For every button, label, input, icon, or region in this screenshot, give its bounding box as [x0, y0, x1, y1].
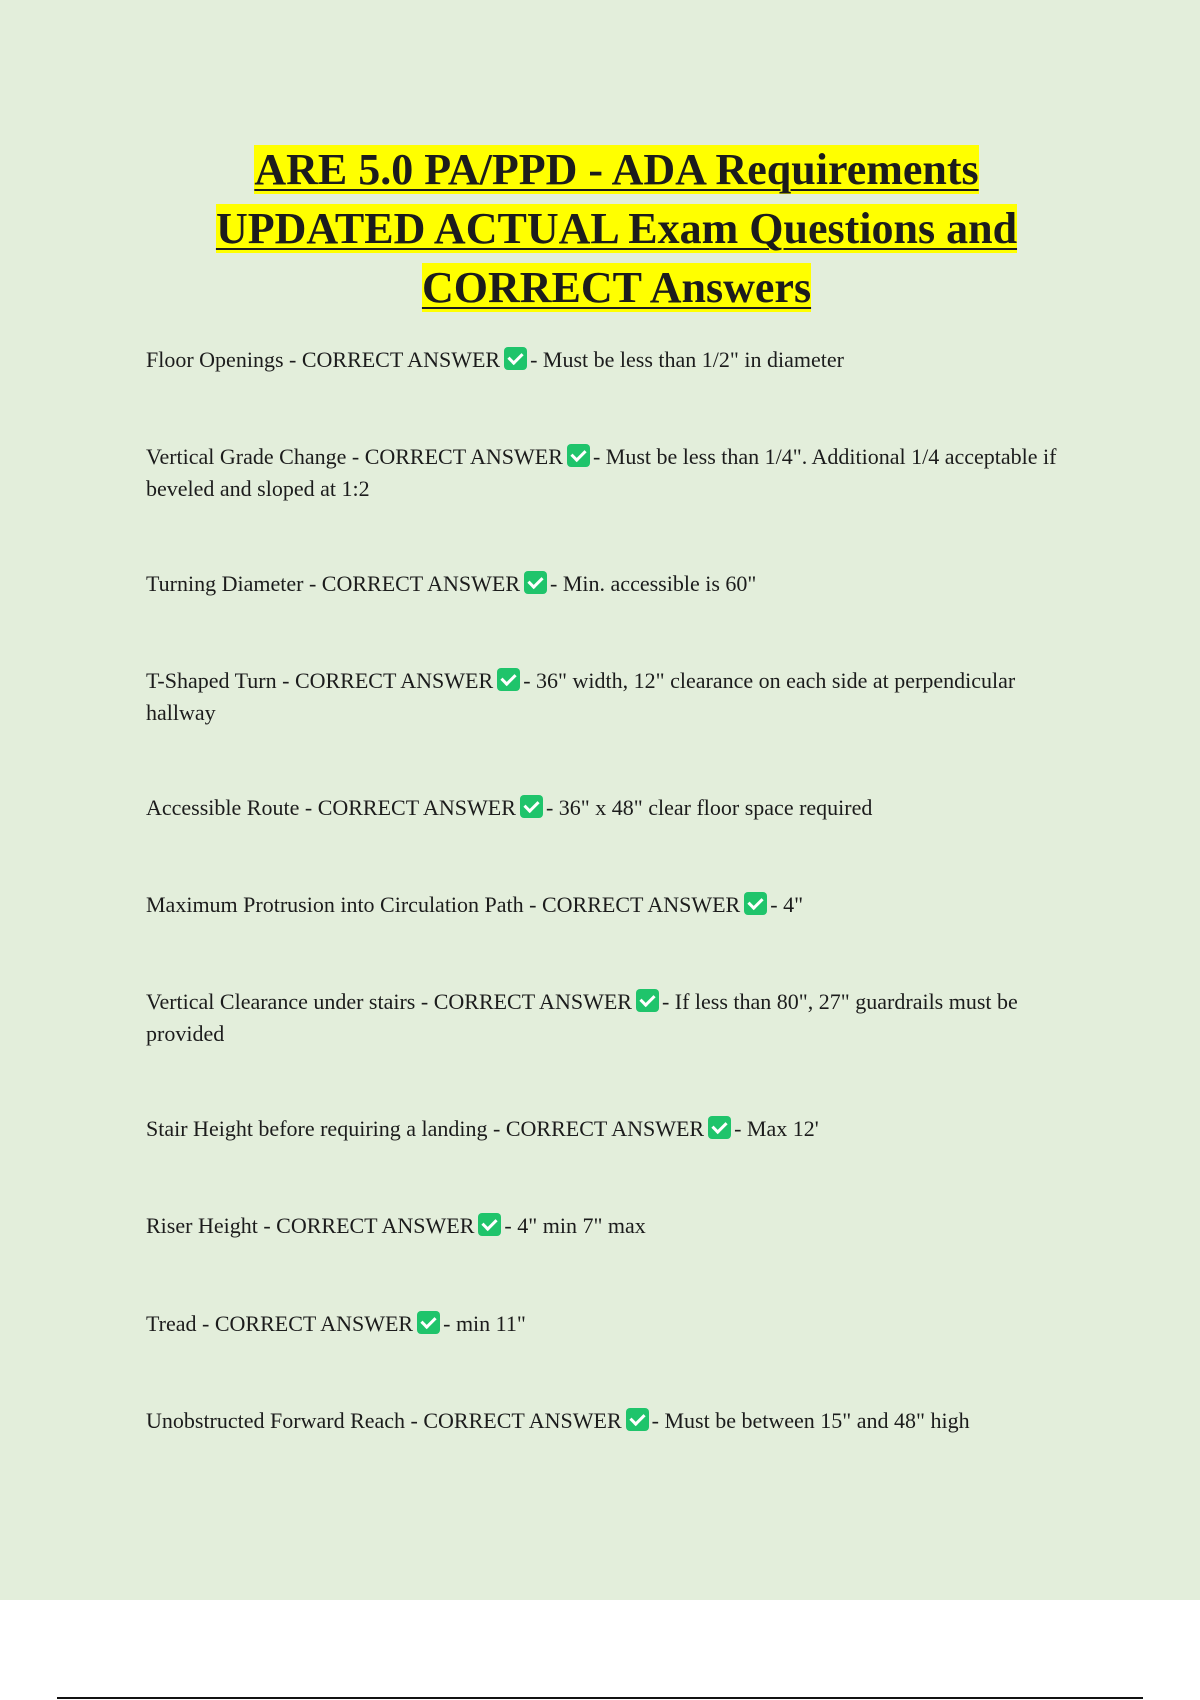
check-mark-icon [567, 444, 590, 467]
check-mark-icon [504, 347, 527, 370]
question-term: Unobstructed Forward Reach [146, 1408, 406, 1433]
qa-item: Tread - CORRECT ANSWER - min 11" [146, 1311, 526, 1336]
question-term: Turning Diameter [146, 571, 304, 596]
answer-marker: CORRECT ANSWER [301, 347, 501, 372]
footer-divider [57, 1697, 1143, 1699]
check-mark-icon [744, 892, 767, 915]
check-mark-icon [626, 1408, 649, 1431]
answer-text: Must be between 15" and 48" high [664, 1408, 970, 1433]
answer-text: Min. accessible is 60" [562, 571, 757, 596]
answer-text: 36" width, 12" clearance on each side at perpendicular hallway [146, 668, 1016, 725]
question-term: Vertical Clearance under stairs [146, 989, 416, 1014]
answer-marker: CORRECT ANSWER [276, 1213, 475, 1238]
title-line: CORRECT Answers [421, 263, 812, 312]
answer-marker: CORRECT ANSWER [505, 1116, 705, 1141]
answer-text: 4" [783, 892, 804, 917]
question-term: Floor Openings [146, 347, 284, 372]
check-mark-icon [478, 1213, 501, 1236]
question-term: Tread [146, 1311, 197, 1336]
qa-item: Vertical Clearance under stairs - CORRECT ANSWER - If less than 80", 27" guardrails must be provided [146, 989, 1018, 1046]
answer-marker: CORRECT ANSWER [321, 571, 521, 596]
answer-text: If less than 80", 27" guardrails must be provided [146, 989, 1018, 1046]
answer-text: 36" x 48" clear floor space required [558, 795, 873, 820]
question-term: Stair Height before requiring a landing [146, 1116, 488, 1141]
qa-item: Riser Height - CORRECT ANSWER - 4" min 7" max [146, 1213, 646, 1238]
answer-marker: CORRECT ANSWER [214, 1311, 414, 1336]
answer-marker: CORRECT ANSWER [541, 892, 741, 917]
answer-marker: CORRECT ANSWER [433, 989, 632, 1014]
answer-text: Max 12' [746, 1116, 819, 1141]
document-title [120, 140, 1113, 317]
qa-item: Maximum Protrusion into Circulation Path - CORRECT ANSWER - 4" [146, 892, 804, 917]
answer-text: 4" min 7" max [517, 1213, 646, 1238]
check-mark-icon [708, 1116, 731, 1139]
qa-item: Unobstructed Forward Reach - CORRECT ANSWER - Must be between 15" and 48" high [146, 1408, 970, 1433]
qa-item: Accessible Route - CORRECT ANSWER - 36" x 48" clear floor space required [146, 795, 873, 820]
title-line: ARE 5.0 PA/PPD - ADA Requirements [254, 145, 979, 194]
answer-marker: CORRECT ANSWER [294, 668, 494, 693]
qa-item: Turning Diameter - CORRECT ANSWER - Min. accessible is 60" [146, 571, 757, 596]
check-mark-icon [520, 795, 543, 818]
qa-item: T-Shaped Turn - CORRECT ANSWER - 36" width, 12" clearance on each side at perpendicular hallway [146, 668, 1016, 725]
question-term: Accessible Route [146, 795, 300, 820]
answer-text: min 11" [455, 1311, 526, 1336]
question-term: Maximum Protrusion into Circulation Path [146, 892, 524, 917]
check-mark-icon [497, 668, 520, 691]
answer-marker: CORRECT ANSWER [364, 444, 563, 469]
answer-marker: CORRECT ANSWER [317, 795, 516, 820]
qa-item: Stair Height before requiring a landing - CORRECT ANSWER - Max 12' [146, 1116, 819, 1141]
answer-text: Must be less than 1/2" in diameter [542, 347, 844, 372]
check-mark-icon [524, 571, 547, 594]
qa-item: Vertical Grade Change - CORRECT ANSWER - Must be less than 1/4". Additional 1/4 acceptable if beveled and sloped at 1:2 [146, 444, 1057, 501]
qa-item: Floor Openings - CORRECT ANSWER - Must be less than 1/2" in diameter [146, 347, 844, 372]
title-line: UPDATED ACTUAL Exam Questions and [215, 204, 1018, 253]
question-term: T-Shaped Turn [146, 668, 277, 693]
question-term: Vertical Grade Change [146, 444, 347, 469]
answer-text: Must be less than 1/4". Additional 1/4 acceptable if beveled and sloped at 1:2 [146, 444, 1057, 501]
answer-marker: CORRECT ANSWER [423, 1408, 622, 1433]
check-mark-icon [636, 989, 659, 1012]
check-mark-icon [417, 1311, 440, 1334]
question-term: Riser Height [146, 1213, 258, 1238]
